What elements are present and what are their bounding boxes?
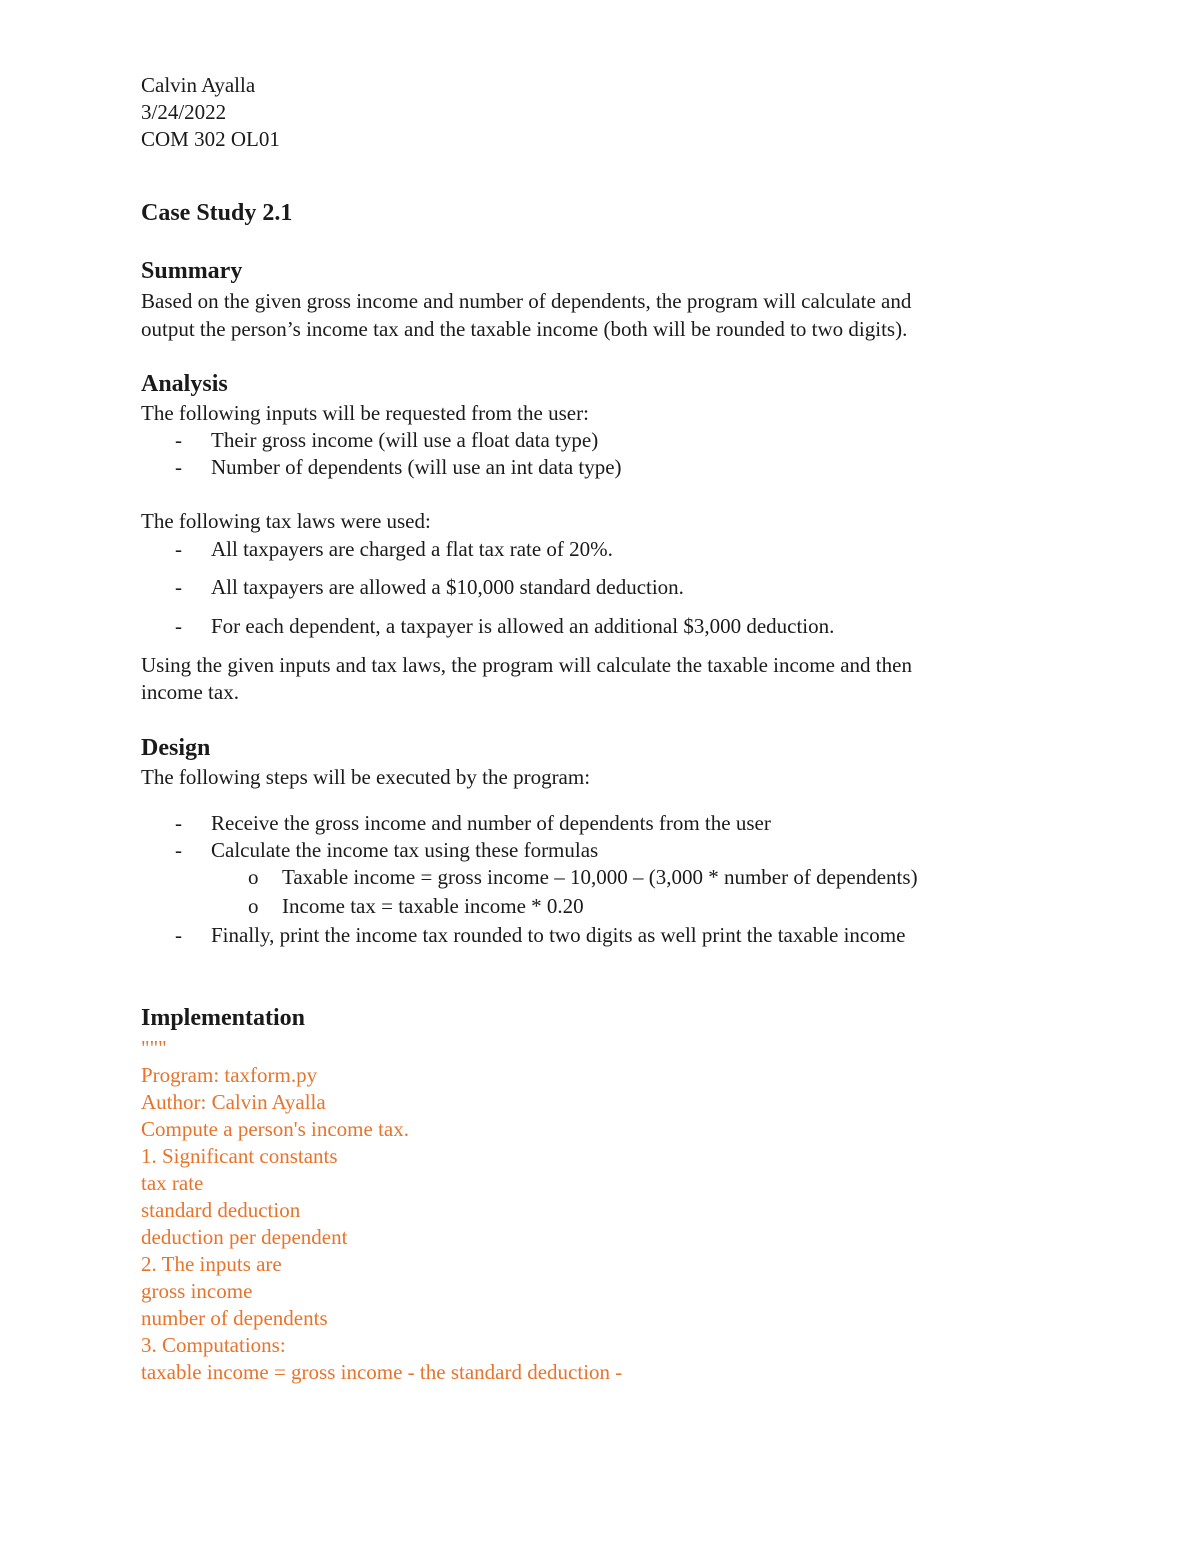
bullet-marker: - [175, 455, 182, 479]
input-item: Their gross income (will use a float data type) [211, 428, 599, 452]
bullet-marker: - [175, 811, 182, 835]
analysis-closing-line: Using the given inputs and tax laws, the program will calculate the taxable income and then [141, 653, 912, 677]
sub-bullet-marker: o [248, 865, 259, 889]
code-line: tax rate [141, 1171, 204, 1195]
analysis-heading: Analysis [141, 371, 228, 397]
law-item: For each dependent, a taxpayer is allowed an additional $3,000 deduction. [211, 614, 835, 638]
bullet-marker: - [175, 575, 182, 599]
code-line: 3. Computations: [141, 1333, 286, 1357]
design-step: Calculate the income tax using these formulas [211, 838, 599, 862]
summary-line: output the person’s income tax and the taxable income (both will be rounded to two digits). [141, 317, 908, 341]
code-line: Author: Calvin Ayalla [141, 1090, 326, 1114]
formula-item: Taxable income = gross income – 10,000 – (3,000 * number of dependents) [282, 865, 918, 889]
law-item: All taxpayers are charged a flat tax rate of 20%. [211, 537, 613, 561]
code-line: """ [141, 1036, 167, 1060]
code-line: deduction per dependent [141, 1225, 348, 1249]
design-step: Finally, print the income tax rounded to two digits as well print the taxable income [211, 923, 906, 947]
design-intro: The following steps will be executed by the program: [141, 765, 591, 789]
bullet-marker: - [175, 923, 182, 947]
document-date: 3/24/2022 [141, 100, 227, 124]
bullet-marker: - [175, 614, 182, 638]
law-item: All taxpayers are allowed a $10,000 standard deduction. [211, 575, 684, 599]
code-line: taxable income = gross income - the standard deduction - [141, 1360, 623, 1384]
code-line: 2. The inputs are [141, 1252, 282, 1276]
author-name: Calvin Ayalla [141, 73, 256, 97]
code-line: standard deduction [141, 1198, 301, 1222]
summary-heading: Summary [141, 258, 243, 284]
bullet-marker: - [175, 838, 182, 862]
course-code: COM 302 OL01 [141, 127, 280, 151]
document-title: Case Study 2.1 [141, 200, 293, 226]
code-line: number of dependents [141, 1306, 328, 1330]
design-step: Receive the gross income and number of dependents from the user [211, 811, 771, 835]
code-line: gross income [141, 1279, 253, 1303]
analysis-inputs-intro: The following inputs will be requested from the user: [141, 401, 589, 425]
bullet-marker: - [175, 537, 182, 561]
implementation-heading: Implementation [141, 1005, 305, 1031]
code-line: 1. Significant constants [141, 1144, 338, 1168]
analysis-closing-line: income tax. [141, 680, 239, 704]
bullet-marker: - [175, 428, 182, 452]
sub-bullet-marker: o [248, 894, 259, 918]
analysis-laws-intro: The following tax laws were used: [141, 509, 431, 533]
input-item: Number of dependents (will use an int data type) [211, 455, 622, 479]
design-heading: Design [141, 735, 211, 761]
formula-item: Income tax = taxable income * 0.20 [282, 894, 584, 918]
code-line: Compute a person's income tax. [141, 1117, 409, 1141]
summary-line: Based on the given gross income and number of dependents, the program will calculate and [141, 289, 912, 313]
code-line: Program: taxform.py [141, 1063, 318, 1087]
